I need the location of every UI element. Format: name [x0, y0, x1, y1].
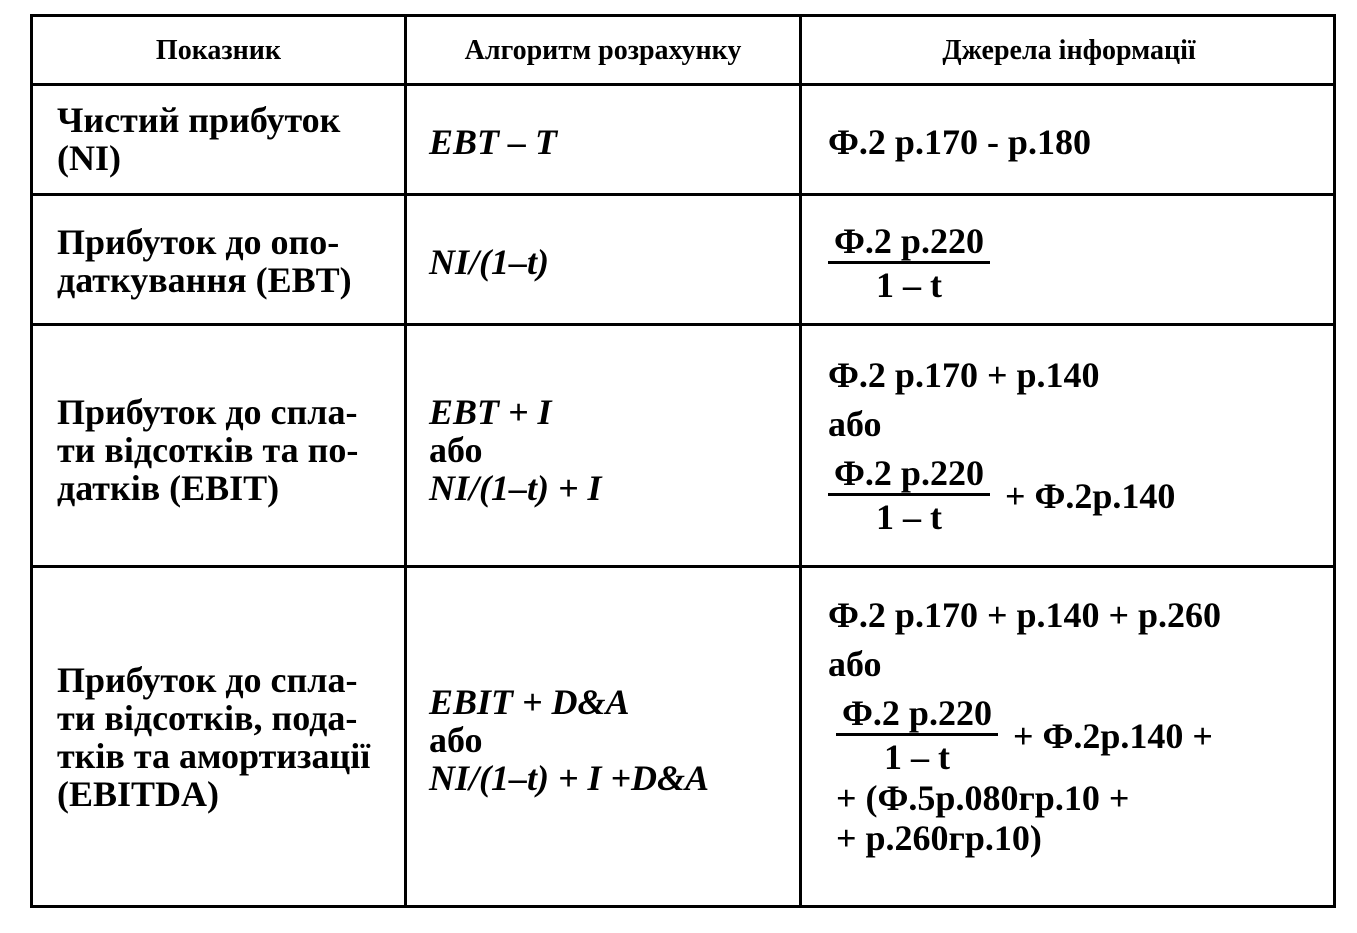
row2-indicator — [57, 223, 397, 299]
indicator-line: (EBITDA) — [57, 774, 220, 814]
fraction-numerator: Ф.2 р.220 — [836, 693, 998, 736]
row3-indicator — [57, 393, 397, 507]
source-or: або — [828, 644, 882, 684]
indicator-line: ти відсотків, пода- — [57, 698, 358, 738]
indicator-line: Прибуток до спла- — [57, 660, 358, 700]
source-line: Ф.2 р.170 - р.180 — [828, 122, 1091, 162]
row-divider — [33, 565, 1333, 568]
row4-indicator — [57, 661, 397, 813]
row-divider — [33, 323, 1333, 326]
indicator-line: Прибуток до опо- — [57, 222, 340, 262]
algorithm-or: або — [429, 720, 483, 760]
source-fraction-line — [828, 693, 1221, 778]
row3-sources — [828, 355, 1175, 538]
row-divider — [33, 83, 1333, 86]
algorithm-line: NI/(1–t) + I — [429, 468, 602, 508]
row1-indicator — [57, 101, 397, 177]
algorithm-or: або — [429, 430, 483, 470]
algorithm-line: NI/(1–t) — [429, 242, 549, 282]
row1-sources — [828, 123, 1091, 161]
row1-algorithm — [429, 123, 557, 161]
fraction-numerator: Ф.2 р.220 — [828, 453, 990, 496]
header-sources: Джерела інформації — [942, 35, 1196, 66]
source-after-fraction: + Ф.2р.140 — [1004, 475, 1176, 516]
algorithm-line: NI/(1–t) + I +D&A — [429, 758, 710, 798]
column-divider — [404, 17, 407, 905]
indicator-line: датків (EBIT) — [57, 468, 280, 508]
source-fraction-line — [828, 453, 1175, 538]
source-line: Ф.2 р.170 + р.140 + р.260 — [828, 595, 1222, 635]
fraction-numerator: Ф.2 р.220 — [828, 221, 990, 264]
indicator-line: (NI) — [57, 138, 121, 178]
indicator-line: Чистий прибуток — [57, 100, 341, 140]
indicator-line: Прибуток до спла- — [57, 392, 358, 432]
fraction-denominator: 1 – t — [875, 265, 942, 305]
algorithm-line: EBT + I — [429, 392, 552, 432]
row3-algorithm — [429, 393, 602, 507]
source-line: + (Ф.5р.080гр.10 + — [836, 778, 1130, 818]
indicator-line: даткування (EBT) — [57, 260, 352, 300]
algorithm-line: EBT – T — [429, 122, 558, 162]
header-indicator: Показник — [155, 35, 282, 66]
source-line: Ф.2 р.170 + р.140 — [828, 355, 1100, 395]
column-divider — [799, 17, 802, 905]
fraction-denominator: 1 – t — [875, 497, 942, 537]
indicator-line: ти відсотків та по- — [57, 430, 359, 470]
fraction — [836, 693, 998, 778]
fraction-denominator: 1 – t — [883, 737, 950, 777]
fraction — [828, 453, 990, 538]
header-algorithm: Алгоритм розрахунку — [464, 35, 742, 66]
source-or: або — [828, 404, 882, 444]
algorithm-line: EBIT + D&A — [429, 682, 630, 722]
source-after-fraction: + Ф.2р.140 + — [1012, 715, 1213, 756]
row4-sources — [828, 595, 1221, 858]
row2-algorithm — [429, 243, 549, 281]
row2-sources — [828, 221, 990, 306]
row-divider — [33, 193, 1333, 196]
fraction — [828, 221, 990, 306]
indicator-line: тків та амортизації — [57, 736, 371, 776]
row4-algorithm — [429, 683, 709, 797]
source-line: + р.260гр.10) — [836, 818, 1042, 858]
indicators-table — [30, 14, 1336, 908]
